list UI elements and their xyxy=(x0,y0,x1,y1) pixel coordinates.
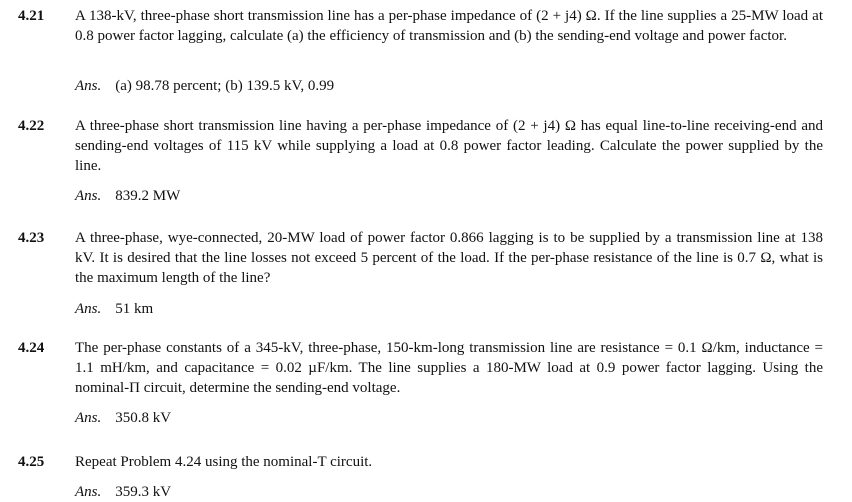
answer-line xyxy=(75,408,171,428)
problem-text: A three-phase, wye-connected, 20-MW load of power factor 0.866 lagging is to be supplied by a transmission line at 138 kV. It is desired that the line losses not exceed 5 percent of the load. If the per-phase resistance of the line is 0.7 Ω, what is the maximum length of the line? xyxy=(75,230,823,286)
answer-line xyxy=(75,299,153,319)
answer-label: Ans. xyxy=(75,78,102,94)
answer-label: Ans. xyxy=(75,301,102,317)
answer-value: 359.3 kV xyxy=(115,484,172,500)
answer-line xyxy=(75,76,334,96)
problem-text: A three-phase short transmission line having a per-phase impedance of (2 + j4) Ω has equal line-to-line receiving-end and sending-end voltages of 115 kV while supplying a load at 0.8 power factor leading. Calculate the power supplied by the line. xyxy=(75,118,823,174)
answer-label: Ans. xyxy=(75,410,102,426)
problem-number: 4.25 xyxy=(18,454,45,470)
answer-label: Ans. xyxy=(75,188,102,204)
problem-text: The per-phase constants of a 345-kV, three-phase, 150-km-long transmission line are resistance = 0.1 Ω/km, inductance = 1.1 mH/km, and capacitance = 0.02 µF/km. The line supplies a 180-MW load at 0.9 power factor lagging. Using the nominal-Π circuit, determine the sending-end voltage. xyxy=(75,340,823,396)
problem-number: 4.22 xyxy=(18,118,45,134)
answer-line xyxy=(75,186,180,206)
problem-text: A 138-kV, three-phase short transmission line has a per-phase impedance of (2 + j4) Ω. If the line supplies a 25-MW load at 0.8 power factor lagging, calculate (a) the efficiency of transmission and (b) the sending-end voltage and power factor. xyxy=(75,8,823,44)
problem-text: Repeat Problem 4.24 using the nominal-T circuit. xyxy=(75,454,373,470)
answer-value: (a) 98.78 percent; (b) 139.5 kV, 0.99 xyxy=(115,78,335,94)
answer-line xyxy=(75,482,171,502)
answer-value: 51 km xyxy=(115,301,154,317)
answer-value: 839.2 MW xyxy=(115,188,181,204)
answer-label: Ans. xyxy=(75,484,102,500)
problem-number: 4.21 xyxy=(18,8,45,24)
answer-value: 350.8 kV xyxy=(115,410,172,426)
problem-number: 4.23 xyxy=(18,230,45,246)
problem-number: 4.24 xyxy=(18,340,45,356)
